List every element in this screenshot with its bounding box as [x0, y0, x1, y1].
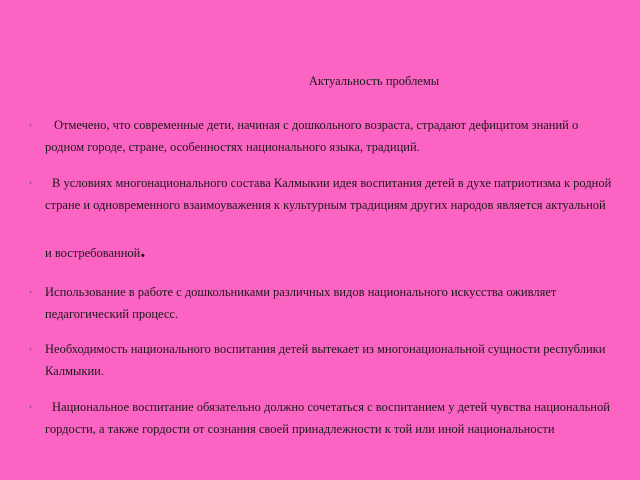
bullet-dot: ·	[29, 120, 32, 130]
bullet-text-continuation	[45, 242, 620, 264]
bullet-dot: ·	[29, 344, 32, 354]
bullet-text: Национальное воспитание обязательно должно сочетаться с воспитанием у детей чувства национальной гордости, а также гордости от сознания своей принадлежности к той или иной национальности	[45, 400, 610, 436]
bullet-text: Использование в работе с дошкольниками различных видов национального искусства оживляет педагогический процесс.	[45, 285, 557, 321]
slide-title: Актуальность проблемы	[308, 74, 440, 88]
bullet-text: Отмечено, что современные дети, начиная с дошкольного возраста, страдают дефицитом знаний о родном городе, стране, особенностях национального языка, традиций.	[45, 118, 579, 154]
bullet-dot: ·	[29, 287, 32, 297]
bullet-dot: ·	[29, 178, 32, 188]
period-mark: .	[140, 240, 146, 262]
bullet-text: Необходимость национального воспитания детей вытекает из многонациональной сущности республики Калмыкии.	[45, 342, 606, 378]
bullet-text-tail: и востребованной	[45, 246, 141, 260]
bullet-text: В условиях многонационального состава Калмыкии идея воспитания детей в духе патриотизма к родной стране и одновременного взаимоуважения к культурным традициям других народов является актуальной	[45, 176, 612, 212]
bullet-dot: ·	[29, 402, 32, 412]
